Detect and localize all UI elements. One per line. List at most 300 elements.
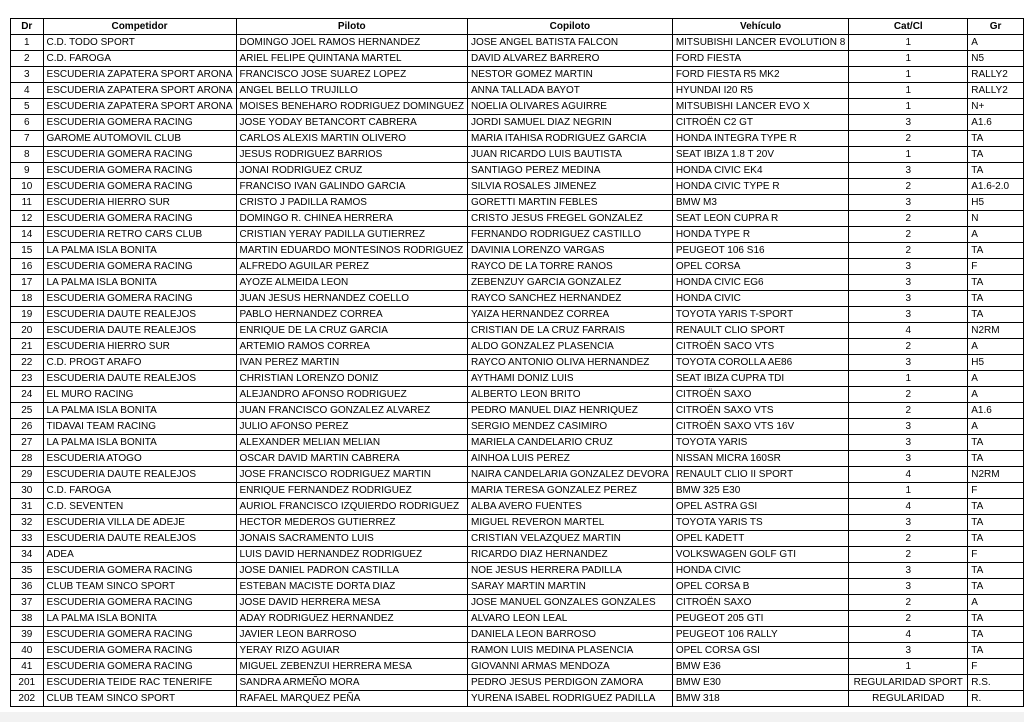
cell-gr: TA xyxy=(968,531,1024,547)
cell-cat: 4 xyxy=(849,323,968,339)
cell-piloto: JONAI RODRIGUEZ CRUZ xyxy=(236,163,467,179)
cell-gr: A xyxy=(968,595,1024,611)
cell-piloto: HECTOR MEDEROS GUTIERREZ xyxy=(236,515,467,531)
cell-vehiculo: SEAT LEON CUPRA R xyxy=(672,211,848,227)
cell-piloto: CRISTO J PADILLA RAMOS xyxy=(236,195,467,211)
cell-cat: 3 xyxy=(849,451,968,467)
cell-cat: 1 xyxy=(849,99,968,115)
entry-list-table xyxy=(10,18,1024,707)
cell-gr: A xyxy=(968,371,1024,387)
cell-vehiculo: OPEL CORSA GSI xyxy=(672,643,848,659)
col-header-gr: Gr xyxy=(968,19,1024,35)
cell-gr: A xyxy=(968,227,1024,243)
cell-vehiculo: OPEL CORSA xyxy=(672,259,848,275)
table-row xyxy=(11,499,1024,515)
cell-piloto: JUAN FRANCISCO GONZALEZ ALVAREZ xyxy=(236,403,467,419)
cell-competidor: ESCUDERIA ZAPATERA SPORT ARONA xyxy=(43,67,236,83)
cell-copiloto: CRISTIAN VELAZQUEZ MARTIN xyxy=(467,531,672,547)
cell-dr: 18 xyxy=(11,291,44,307)
table-row xyxy=(11,547,1024,563)
cell-copiloto: AINHOA LUIS PEREZ xyxy=(467,451,672,467)
cell-piloto: ANGEL BELLO TRUJILLO xyxy=(236,83,467,99)
cell-piloto: ADAY RODRIGUEZ HERNANDEZ xyxy=(236,611,467,627)
cell-gr: F xyxy=(968,547,1024,563)
cell-gr: A1.6-2.0 xyxy=(968,179,1024,195)
cell-dr: 26 xyxy=(11,419,44,435)
cell-competidor: ESCUDERIA ZAPATERA SPORT ARONA xyxy=(43,99,236,115)
cell-copiloto: YAIZA HERNANDEZ CORREA xyxy=(467,307,672,323)
cell-copiloto: MARIELA CANDELARIO CRUZ xyxy=(467,435,672,451)
cell-cat: 2 xyxy=(849,611,968,627)
cell-cat: 1 xyxy=(849,51,968,67)
cell-dr: 9 xyxy=(11,163,44,179)
cell-vehiculo: BMW 318 xyxy=(672,691,848,707)
cell-competidor: ADEA xyxy=(43,547,236,563)
cell-vehiculo: BMW M3 xyxy=(672,195,848,211)
cell-piloto: MARTIN EDUARDO MONTESINOS RODRIGUEZ xyxy=(236,243,467,259)
cell-dr: 7 xyxy=(11,131,44,147)
cell-cat: 2 xyxy=(849,531,968,547)
cell-gr: A1.6 xyxy=(968,403,1024,419)
cell-copiloto: CRISTO JESUS FREGEL GONZALEZ xyxy=(467,211,672,227)
cell-dr: 22 xyxy=(11,355,44,371)
cell-dr: 39 xyxy=(11,627,44,643)
cell-piloto: CHRISTIAN LORENZO DONIZ xyxy=(236,371,467,387)
cell-cat: 3 xyxy=(849,563,968,579)
cell-gr: F xyxy=(968,659,1024,675)
table-row xyxy=(11,403,1024,419)
cell-competidor: ESCUDERIA GOMERA RACING xyxy=(43,259,236,275)
cell-gr: F xyxy=(968,483,1024,499)
cell-competidor: ESCUDERIA HIERRO SUR xyxy=(43,339,236,355)
cell-dr: 12 xyxy=(11,211,44,227)
cell-copiloto: AYTHAMI DONIZ LUIS xyxy=(467,371,672,387)
cell-copiloto: NOE JESUS HERRERA PADILLA xyxy=(467,563,672,579)
table-row xyxy=(11,483,1024,499)
cell-competidor: LA PALMA ISLA BONITA xyxy=(43,403,236,419)
cell-gr: F xyxy=(968,259,1024,275)
cell-gr: N+ xyxy=(968,99,1024,115)
cell-piloto: ALEXANDER MELIAN MELIAN xyxy=(236,435,467,451)
cell-vehiculo: RENAULT CLIO SPORT xyxy=(672,323,848,339)
cell-dr: 38 xyxy=(11,611,44,627)
cell-piloto: LUIS DAVID HERNANDEZ RODRIGUEZ xyxy=(236,547,467,563)
cell-cat: 1 xyxy=(849,147,968,163)
table-row xyxy=(11,243,1024,259)
table-row xyxy=(11,35,1024,51)
cell-copiloto: ALDO GONZALEZ PLASENCIA xyxy=(467,339,672,355)
table-row xyxy=(11,51,1024,67)
cell-gr: RALLY2 xyxy=(968,67,1024,83)
table-row xyxy=(11,659,1024,675)
cell-copiloto: YURENA ISABEL RODRIGUEZ PADILLA xyxy=(467,691,672,707)
cell-copiloto: ALBERTO LEON BRITO xyxy=(467,387,672,403)
table-body xyxy=(11,35,1024,707)
cell-competidor: ESCUDERIA ATOGO xyxy=(43,451,236,467)
cell-competidor: LA PALMA ISLA BONITA xyxy=(43,275,236,291)
table-row xyxy=(11,211,1024,227)
cell-cat: REGULARIDAD xyxy=(849,691,968,707)
cell-piloto: JONAIS SACRAMENTO LUIS xyxy=(236,531,467,547)
cell-gr: R. xyxy=(968,691,1024,707)
table-row xyxy=(11,307,1024,323)
cell-vehiculo: HONDA CIVIC EK4 xyxy=(672,163,848,179)
cell-dr: 15 xyxy=(11,243,44,259)
cell-vehiculo: HONDA INTEGRA TYPE R xyxy=(672,131,848,147)
cell-gr: A xyxy=(968,387,1024,403)
table-row xyxy=(11,595,1024,611)
cell-dr: 30 xyxy=(11,483,44,499)
cell-copiloto: PEDRO JESUS PERDIGON ZAMORA xyxy=(467,675,672,691)
cell-copiloto: DAVID ALVAREZ BARRERO xyxy=(467,51,672,67)
cell-copiloto: PEDRO MANUEL DIAZ HENRIQUEZ xyxy=(467,403,672,419)
table-row xyxy=(11,675,1024,691)
cell-cat: 3 xyxy=(849,643,968,659)
table-row xyxy=(11,643,1024,659)
cell-vehiculo: NISSAN MICRA 160SR xyxy=(672,451,848,467)
cell-piloto: AYOZE ALMEIDA LEON xyxy=(236,275,467,291)
cell-cat: 4 xyxy=(849,627,968,643)
cell-copiloto: GIOVANNI ARMAS MENDOZA xyxy=(467,659,672,675)
cell-dr: 6 xyxy=(11,115,44,131)
cell-cat: 1 xyxy=(849,483,968,499)
cell-piloto: SANDRA ARMEÑO MORA xyxy=(236,675,467,691)
cell-cat: 2 xyxy=(849,179,968,195)
cell-cat: 3 xyxy=(849,259,968,275)
cell-competidor: ESCUDERIA GOMERA RACING xyxy=(43,659,236,675)
cell-gr: TA xyxy=(968,579,1024,595)
table-row xyxy=(11,99,1024,115)
cell-vehiculo: TOYOTA COROLLA AE86 xyxy=(672,355,848,371)
cell-vehiculo: HONDA CIVIC TYPE R xyxy=(672,179,848,195)
cell-copiloto: JOSE MANUEL GONZALES GONZALES xyxy=(467,595,672,611)
table-row xyxy=(11,179,1024,195)
cell-gr: N2RM xyxy=(968,323,1024,339)
cell-vehiculo: FORD FIESTA xyxy=(672,51,848,67)
cell-competidor: C.D. PROGT ARAFO xyxy=(43,355,236,371)
col-header-vehiculo: Vehículo xyxy=(672,19,848,35)
cell-copiloto: DAVINIA LORENZO VARGAS xyxy=(467,243,672,259)
cell-piloto: JUAN JESUS HERNANDEZ COELLO xyxy=(236,291,467,307)
table-row xyxy=(11,163,1024,179)
cell-cat: 1 xyxy=(849,659,968,675)
cell-piloto: ARTEMIO RAMOS CORREA xyxy=(236,339,467,355)
cell-piloto: ENRIQUE DE LA CRUZ GARCIA xyxy=(236,323,467,339)
cell-gr: R.S. xyxy=(968,675,1024,691)
cell-cat: 3 xyxy=(849,579,968,595)
cell-piloto: FRANCISO IVAN GALINDO GARCIA xyxy=(236,179,467,195)
cell-vehiculo: SEAT IBIZA CUPRA TDI xyxy=(672,371,848,387)
col-header-piloto: Piloto xyxy=(236,19,467,35)
table-row xyxy=(11,611,1024,627)
cell-copiloto: RAMON LUIS MEDINA PLASENCIA xyxy=(467,643,672,659)
cell-cat: 1 xyxy=(849,35,968,51)
cell-dr: 36 xyxy=(11,579,44,595)
cell-vehiculo: CITROËN SAXO VTS 16V xyxy=(672,419,848,435)
cell-dr: 35 xyxy=(11,563,44,579)
table-row xyxy=(11,531,1024,547)
cell-copiloto: DANIELA LEON BARROSO xyxy=(467,627,672,643)
cell-competidor: C.D. SEVENTEN xyxy=(43,499,236,515)
table-row xyxy=(11,419,1024,435)
table-row xyxy=(11,275,1024,291)
cell-copiloto: SILVIA ROSALES JIMENEZ xyxy=(467,179,672,195)
cell-piloto: PABLO HERNANDEZ CORREA xyxy=(236,307,467,323)
cell-gr: A xyxy=(968,419,1024,435)
cell-gr: A1.6 xyxy=(968,115,1024,131)
cell-cat: 3 xyxy=(849,355,968,371)
cell-competidor: ESCUDERIA GOMERA RACING xyxy=(43,115,236,131)
cell-gr: TA xyxy=(968,307,1024,323)
cell-competidor: C.D. FAROGA xyxy=(43,51,236,67)
cell-competidor: ESCUDERIA DAUTE REALEJOS xyxy=(43,371,236,387)
cell-competidor: ESCUDERIA GOMERA RACING xyxy=(43,643,236,659)
cell-piloto: FRANCISCO JOSE SUAREZ LOPEZ xyxy=(236,67,467,83)
cell-competidor: ESCUDERIA DAUTE REALEJOS xyxy=(43,323,236,339)
cell-copiloto: ANNA TALLADA BAYOT xyxy=(467,83,672,99)
cell-copiloto: NAIRA CANDELARIA GONZALEZ DEVORA xyxy=(467,467,672,483)
table-row xyxy=(11,227,1024,243)
cell-copiloto: ALVARO LEON LEAL xyxy=(467,611,672,627)
table-row xyxy=(11,627,1024,643)
cell-competidor: ESCUDERIA DAUTE REALEJOS xyxy=(43,307,236,323)
cell-gr: H5 xyxy=(968,195,1024,211)
cell-competidor: LA PALMA ISLA BONITA xyxy=(43,611,236,627)
cell-vehiculo: CITROËN C2 GT xyxy=(672,115,848,131)
cell-cat: 3 xyxy=(849,163,968,179)
cell-competidor: ESCUDERIA RETRO CARS CLUB xyxy=(43,227,236,243)
cell-copiloto: CRISTIAN DE LA CRUZ FARRAIS xyxy=(467,323,672,339)
cell-dr: 2 xyxy=(11,51,44,67)
cell-piloto: JAVIER LEON BARROSO xyxy=(236,627,467,643)
cell-cat: 3 xyxy=(849,435,968,451)
cell-gr: TA xyxy=(968,275,1024,291)
cell-vehiculo: FORD FIESTA R5 MK2 xyxy=(672,67,848,83)
cell-copiloto: JUAN RICARDO LUIS BAUTISTA xyxy=(467,147,672,163)
cell-gr: RALLY2 xyxy=(968,83,1024,99)
cell-piloto: ALEJANDRO AFONSO RODRIGUEZ xyxy=(236,387,467,403)
cell-piloto: MOISES BENEHARO RODRIGUEZ DOMINGUEZ xyxy=(236,99,467,115)
table-row xyxy=(11,131,1024,147)
cell-competidor: ESCUDERIA GOMERA RACING xyxy=(43,163,236,179)
cell-vehiculo: BMW 325 E30 xyxy=(672,483,848,499)
cell-dr: 29 xyxy=(11,467,44,483)
cell-vehiculo: HONDA CIVIC xyxy=(672,291,848,307)
cell-piloto: ENRIQUE FERNANDEZ RODRIGUEZ xyxy=(236,483,467,499)
cell-gr: A xyxy=(968,339,1024,355)
cell-dr: 32 xyxy=(11,515,44,531)
cell-competidor: ESCUDERIA ZAPATERA SPORT ARONA xyxy=(43,83,236,99)
cell-competidor: ESCUDERIA GOMERA RACING xyxy=(43,563,236,579)
cell-vehiculo: OPEL ASTRA GSI xyxy=(672,499,848,515)
cell-dr: 27 xyxy=(11,435,44,451)
cell-piloto: ALFREDO AGUILAR PEREZ xyxy=(236,259,467,275)
cell-dr: 17 xyxy=(11,275,44,291)
cell-copiloto: JORDI SAMUEL DIAZ NEGRIN xyxy=(467,115,672,131)
cell-competidor: LA PALMA ISLA BONITA xyxy=(43,435,236,451)
cell-copiloto: NOELIA OLIVARES AGUIRRE xyxy=(467,99,672,115)
cell-cat: 2 xyxy=(849,211,968,227)
cell-copiloto: SANTIAGO PEREZ MEDINA xyxy=(467,163,672,179)
cell-piloto: AURIOL FRANCISCO IZQUIERDO RODRIGUEZ xyxy=(236,499,467,515)
col-header-competidor: Competidor xyxy=(43,19,236,35)
cell-dr: 28 xyxy=(11,451,44,467)
cell-dr: 19 xyxy=(11,307,44,323)
cell-competidor: ESCUDERIA GOMERA RACING xyxy=(43,211,236,227)
cell-cat: 2 xyxy=(849,131,968,147)
cell-vehiculo: MITSUBISHI LANCER EVO X xyxy=(672,99,848,115)
cell-piloto: JOSE DAVID HERRERA MESA xyxy=(236,595,467,611)
cell-cat: 2 xyxy=(849,339,968,355)
cell-copiloto: RAYCO ANTONIO OLIVA HERNANDEZ xyxy=(467,355,672,371)
cell-vehiculo: BMW E30 xyxy=(672,675,848,691)
cell-dr: 14 xyxy=(11,227,44,243)
cell-cat: 3 xyxy=(849,307,968,323)
cell-piloto: CRISTIAN YERAY PADILLA GUTIERREZ xyxy=(236,227,467,243)
col-header-copiloto: Copiloto xyxy=(467,19,672,35)
cell-vehiculo: PEUGEOT 205 GTI xyxy=(672,611,848,627)
cell-piloto: JOSE DANIEL PADRON CASTILLA xyxy=(236,563,467,579)
cell-copiloto: RAYCO SANCHEZ HERNANDEZ xyxy=(467,291,672,307)
table-row xyxy=(11,467,1024,483)
cell-gr: TA xyxy=(968,131,1024,147)
cell-cat: 3 xyxy=(849,291,968,307)
cell-competidor: ESCUDERIA VILLA DE ADEJE xyxy=(43,515,236,531)
cell-competidor: ESCUDERIA GOMERA RACING xyxy=(43,291,236,307)
cell-dr: 10 xyxy=(11,179,44,195)
table-row xyxy=(11,83,1024,99)
table-row xyxy=(11,691,1024,707)
cell-competidor: ESCUDERIA DAUTE REALEJOS xyxy=(43,531,236,547)
cell-competidor: ESCUDERIA GOMERA RACING xyxy=(43,179,236,195)
cell-piloto: JOSE FRANCISCO RODRIGUEZ MARTIN xyxy=(236,467,467,483)
cell-dr: 20 xyxy=(11,323,44,339)
col-header-dr: Dr xyxy=(11,19,44,35)
cell-copiloto: GORETTI MARTIN FEBLES xyxy=(467,195,672,211)
cell-dr: 31 xyxy=(11,499,44,515)
cell-dr: 24 xyxy=(11,387,44,403)
cell-cat: 1 xyxy=(849,371,968,387)
cell-competidor: ESCUDERIA HIERRO SUR xyxy=(43,195,236,211)
cell-dr: 201 xyxy=(11,675,44,691)
cell-competidor: GAROME AUTOMOVIL CLUB xyxy=(43,131,236,147)
cell-vehiculo: PEUGEOT 106 RALLY xyxy=(672,627,848,643)
cell-cat: 2 xyxy=(849,227,968,243)
table-row xyxy=(11,579,1024,595)
cell-cat: 4 xyxy=(849,499,968,515)
cell-vehiculo: CITROËN SAXO xyxy=(672,595,848,611)
cell-dr: 16 xyxy=(11,259,44,275)
cell-vehiculo: HYUNDAI I20 R5 xyxy=(672,83,848,99)
cell-competidor: ESCUDERIA DAUTE REALEJOS xyxy=(43,467,236,483)
cell-vehiculo: BMW E36 xyxy=(672,659,848,675)
cell-vehiculo: TOYOTA YARIS T-SPORT xyxy=(672,307,848,323)
cell-gr: TA xyxy=(968,163,1024,179)
cell-competidor: ESCUDERIA TEIDE RAC TENERIFE xyxy=(43,675,236,691)
cell-copiloto: SERGIO MENDEZ CASIMIRO xyxy=(467,419,672,435)
cell-cat: 1 xyxy=(849,67,968,83)
table-row xyxy=(11,387,1024,403)
cell-gr: TA xyxy=(968,563,1024,579)
cell-dr: 40 xyxy=(11,643,44,659)
table-row xyxy=(11,259,1024,275)
cell-competidor: C.D. TODO SPORT xyxy=(43,35,236,51)
cell-gr: TA xyxy=(968,291,1024,307)
table-row xyxy=(11,67,1024,83)
cell-piloto: OSCAR DAVID MARTIN CABRERA xyxy=(236,451,467,467)
cell-competidor: EL MURO RACING xyxy=(43,387,236,403)
cell-copiloto: ALBA AVERO FUENTES xyxy=(467,499,672,515)
cell-gr: TA xyxy=(968,627,1024,643)
cell-gr: TA xyxy=(968,243,1024,259)
cell-gr: A xyxy=(968,35,1024,51)
cell-vehiculo: RENAULT CLIO II SPORT xyxy=(672,467,848,483)
cell-competidor: LA PALMA ISLA BONITA xyxy=(43,243,236,259)
table-row xyxy=(11,291,1024,307)
cell-copiloto: MARIA ITAHISA RODRIGUEZ GARCIA xyxy=(467,131,672,147)
cell-cat: 3 xyxy=(849,195,968,211)
cell-competidor: TIDAVAI TEAM RACING xyxy=(43,419,236,435)
cell-dr: 41 xyxy=(11,659,44,675)
table-row xyxy=(11,147,1024,163)
cell-gr: TA xyxy=(968,499,1024,515)
cell-cat: 2 xyxy=(849,403,968,419)
cell-vehiculo: TOYOTA YARIS xyxy=(672,435,848,451)
cell-vehiculo: HONDA CIVIC xyxy=(672,563,848,579)
table-row xyxy=(11,323,1024,339)
cell-vehiculo: CITROËN SACO VTS xyxy=(672,339,848,355)
cell-vehiculo: MITSUBISHI LANCER EVOLUTION 8 xyxy=(672,35,848,51)
cell-piloto: IVAN PEREZ MARTIN xyxy=(236,355,467,371)
cell-competidor: CLUB TEAM SINCO SPORT xyxy=(43,579,236,595)
cell-cat: 2 xyxy=(849,547,968,563)
cell-gr: H5 xyxy=(968,355,1024,371)
cell-piloto: ESTEBAN MACISTE DORTA DIAZ xyxy=(236,579,467,595)
cell-copiloto: ZEBENZUY GARCIA GONZALEZ xyxy=(467,275,672,291)
cell-dr: 11 xyxy=(11,195,44,211)
cell-dr: 8 xyxy=(11,147,44,163)
cell-dr: 5 xyxy=(11,99,44,115)
cell-gr: TA xyxy=(968,611,1024,627)
cell-dr: 3 xyxy=(11,67,44,83)
cell-piloto: DOMINGO JOEL RAMOS HERNANDEZ xyxy=(236,35,467,51)
cell-competidor: C.D. FAROGA xyxy=(43,483,236,499)
cell-copiloto: NESTOR GOMEZ MARTIN xyxy=(467,67,672,83)
cell-gr: N xyxy=(968,211,1024,227)
cell-copiloto: FERNANDO RODRIGUEZ CASTILLO xyxy=(467,227,672,243)
cell-copiloto: MIGUEL REVERON MARTEL xyxy=(467,515,672,531)
cell-piloto: MIGUEL ZEBENZUI HERRERA MESA xyxy=(236,659,467,675)
cell-copiloto: JOSE ANGEL BATISTA FALCON xyxy=(467,35,672,51)
cell-vehiculo: CITROËN SAXO VTS xyxy=(672,403,848,419)
cell-gr: TA xyxy=(968,451,1024,467)
cell-piloto: RAFAEL MARQUEZ PEÑA xyxy=(236,691,467,707)
cell-dr: 33 xyxy=(11,531,44,547)
cell-dr: 25 xyxy=(11,403,44,419)
cell-dr: 37 xyxy=(11,595,44,611)
cell-cat: 3 xyxy=(849,515,968,531)
cell-copiloto: RAYCO DE LA TORRE RANOS xyxy=(467,259,672,275)
cell-piloto: CARLOS ALEXIS MARTIN OLIVERO xyxy=(236,131,467,147)
cell-vehiculo: PEUGEOT 106 S16 xyxy=(672,243,848,259)
table-row xyxy=(11,339,1024,355)
cell-gr: N2RM xyxy=(968,467,1024,483)
cell-vehiculo: OPEL KADETT xyxy=(672,531,848,547)
cell-gr: N5 xyxy=(968,51,1024,67)
table-row xyxy=(11,115,1024,131)
table-row xyxy=(11,563,1024,579)
cell-dr: 23 xyxy=(11,371,44,387)
